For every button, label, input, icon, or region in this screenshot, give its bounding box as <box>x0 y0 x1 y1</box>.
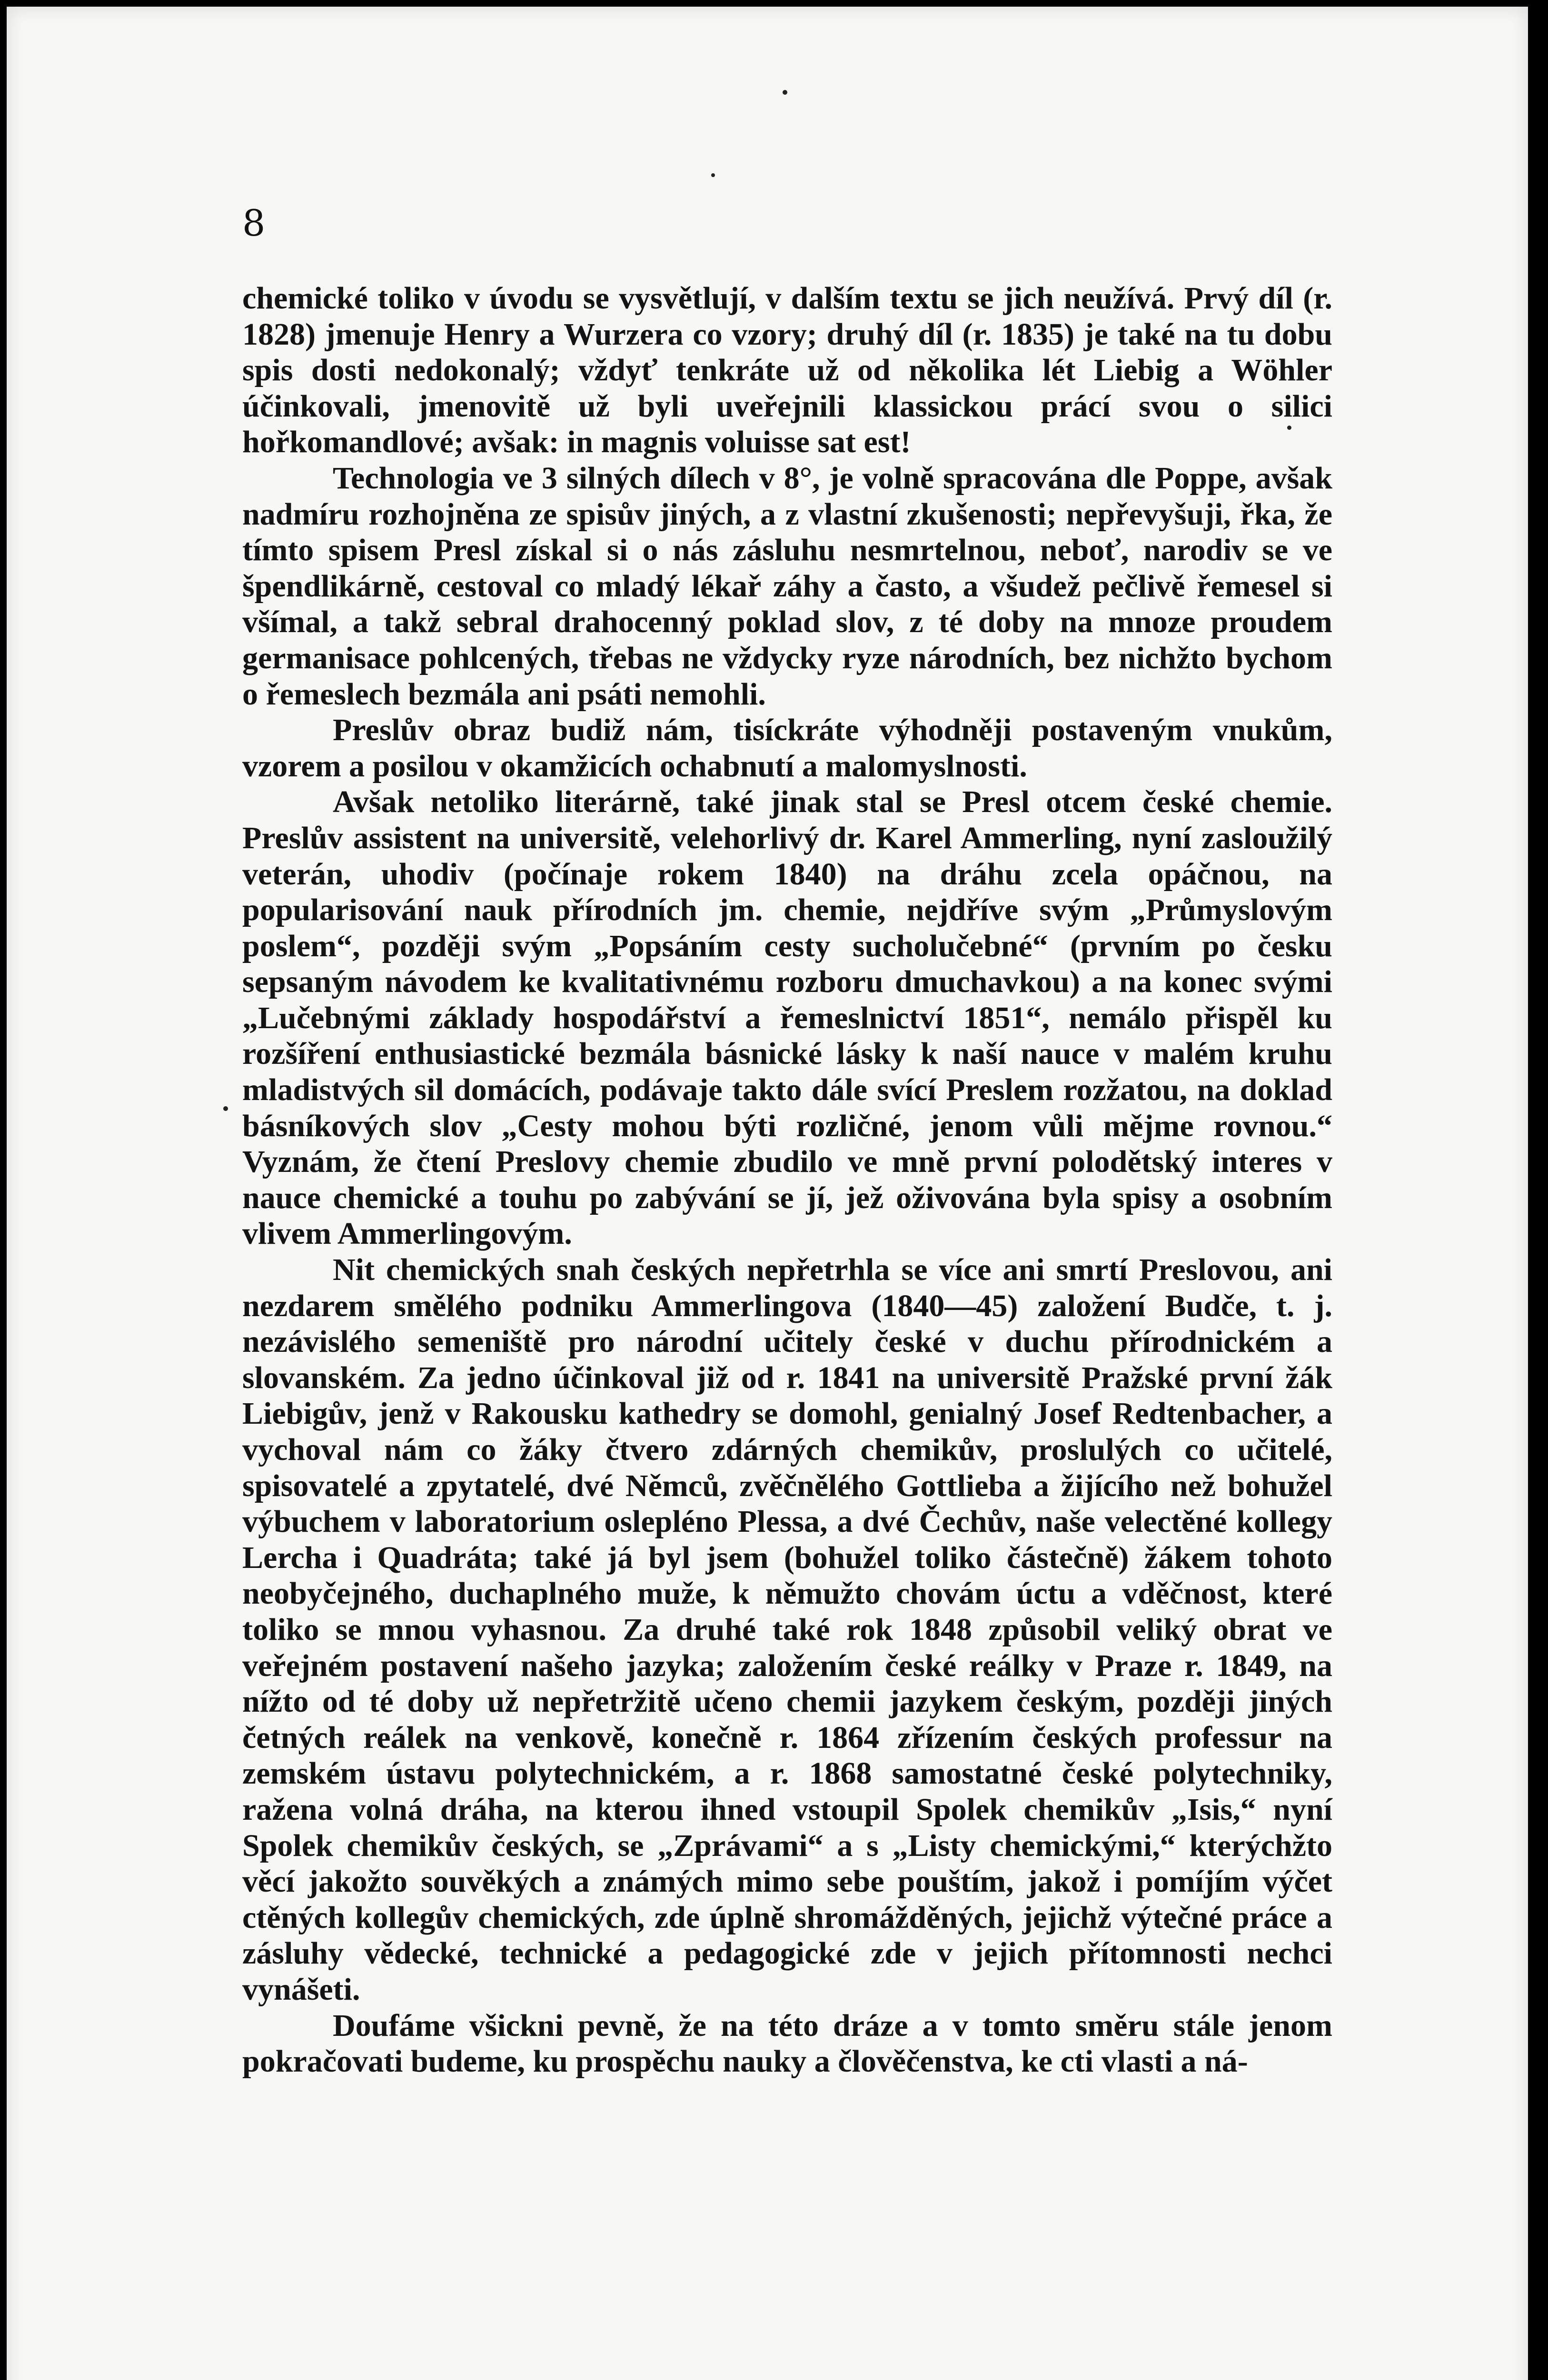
paragraph: chemické toliko v úvodu se vysvětlují, v dalším textu se jich neužívá. Prvý díl (r. 1828) jmenuje Henry a Wurzera co vzory; druhý díl (r. 1835) je také na tu dobu spis dosti nedokonalý; vždyť tenkráte už od několika lét Liebig a Wöhler účinkovali, jmenovitě už byli uveřejnili klassickou prácí svou o silici hořkomandlové; avšak: in magnis voluisse sat est! <box>242 281 1332 460</box>
paragraph: Technologia ve 3 silných dílech v 8°, je volně spracována dle Poppe, avšak nadmíru rozhojněna ze spisův jiných, a z vlastní zkušenosti; nepřevyšuji, řka, že tímto spisem Presl získal si o nás zásluhu nesmrtelnou, neboť, narodiv se ve špendlikárně, cestoval co mladý lékař záhy a často, a všudež pečlivě řemesel si všímal, a takž sebral drahocenný poklad slov, z té doby na mnoze proudem germanisace pohlcených, třebas ne vždycky ryze národních, bez nichžto bychom o řemeslech bezmála ani psáti nemohli. <box>242 460 1332 712</box>
scan-speck <box>223 1106 228 1111</box>
scan-speck <box>711 173 715 177</box>
body-text <box>242 280 1332 2080</box>
paragraph: Avšak netoliko literárně, také jinak stal se Presl otcem české chemie. Preslův assistent na universitě, velehorlivý dr. Karel Ammerling, nyní zasloužilý veterán, uhodiv (počínaje rokem 1840) na dráhu zcela opáčnou, na popularisování nauk přírodních jm. chemie, nejdříve svým „Průmyslovým poslem“, později svým „Popsáním cesty sucholučebné“ (prvním po česku sepsaným návodem ke kvalitativnému rozboru dmuchavkou) a na konec svými „Lučebnými základy hospodářství a řemeslnictví 1851“, nemálo přispěl ku rozšíření enthusiastické bezmála básnické lásky k naší nauce v malém kruhu mladistvých sil domácích, podávaje takto dále svící Preslem rozžatou, na doklad básníkových slov „Cesty mohou býti rozličné, jenom vůli mějme rovnou.“ Vyznám, že čtení Preslovy chemie zbudilo ve mně první polodětský interes v nauce chemické a touhu po zabývání se jí, jež oživována byla spisy a osobním vlivem Ammerlingovým. <box>242 784 1332 1251</box>
paragraph: Doufáme všickni pevně, že na této dráze a v tomto směru stále jenom pokračovati budeme, ku prospěchu nauky a člověčenstva, ke cti vlasti a ná- <box>242 2008 1332 2079</box>
paragraph: Nit chemických snah českých nepřetrhla se více ani smrtí Preslovou, ani nezdarem smělého podniku Ammerlingova (1840—45) založení Budče, t. j. nezávislého semeniště pro národní učitely české v duchu přírodnickém a slovanském. Za jedno účinkoval již od r. 1841 na universitě Pražské první žák Liebigův, jenž v Rakousku kathedry se domohl, genialný Josef Redtenbacher, a vychoval nám co žáky čtvero zdárných chemikův, proslulých co učitelé, spisovatelé a zpytatelé, dvé Němců, zvěčnělého Gottlieba a žijícího než bohužel výbuchem v laboratorium oslepléno Plessa, a dvé Čechův, naše velectěné kollegy Lercha i Quadráta; také já byl jsem (bohužel toliko částečně) žákem tohoto neobyčejného, duchaplného muže, k němužto chovám úctu a vděčnost, které toliko se mnou vyhasnou. Za druhé také rok 1848 způsobil veliký obrat ve veřejném postavení našeho jazyka; založením české reálky v Praze r. 1849, na nížto od té doby už nepřetržitě učeno chemii jazykem českým, později jiných četných reálek na venkově, konečně r. 1864 zřízením českých professur na zemském ústavu polytechnickém, a r. 1868 samostatné české polytechniky, ražena volná dráha, na kterou ihned vstoupil Spolek chemikův „Isis,“ nyní Spolek chemikův českých, se „Zprávami“ a s „Listy chemickými,“ kterýchžto věcí jakožto souvěkých a známých mimo sebe pouštím, jakož i pomíjím výčet ctěných kollegův chemických, zde úplně shromážděných, jejichž výtečné práce a zásluhy vědecké, technické a pedagogické zde v jejich přítomnosti nechci vynášeti. <box>242 1252 1332 2007</box>
book-page <box>7 7 1528 2380</box>
scan-speck <box>1287 426 1291 430</box>
scan-speck <box>783 90 787 95</box>
page-number: 8 <box>242 202 266 244</box>
paragraph: Preslův obraz budiž nám, tisíckráte výhodněji postaveným vnukům, vzorem a posilou v okamžicích ochabnutí a malomyslnosti. <box>242 713 1332 783</box>
